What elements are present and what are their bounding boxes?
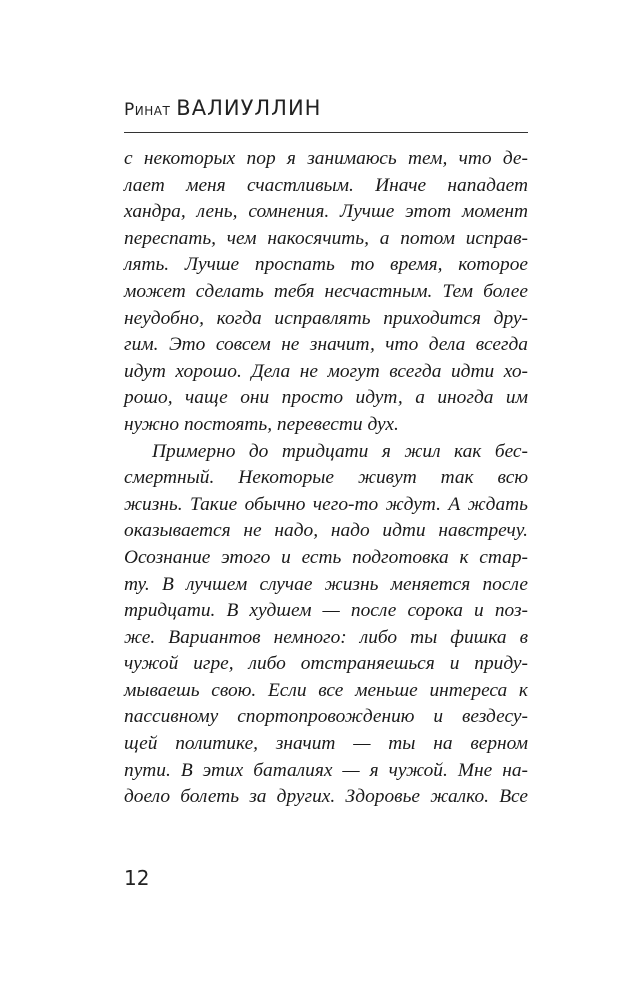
text-line: тридцати. В худшем — после сорока и поз- (124, 600, 528, 622)
text-line: может сделать тебя несчастным. Тем более (124, 280, 528, 302)
text-line: с некоторых пор я занимаюсь тем, что де- (124, 148, 528, 169)
body-text (124, 146, 528, 811)
text-line: гим. Это совсем не значит, что дела всегда (124, 334, 528, 356)
text-line: Осознание этого и есть подготовка к стар- (124, 546, 528, 568)
page-number: 12 (124, 866, 150, 890)
text-line: оказывается не надо, надо идти навстречу. (124, 520, 528, 542)
text-line: лять. Лучше проспать то время, которое (124, 254, 528, 276)
text-line: рошо, чаще они просто идут, а иногда им (124, 387, 528, 409)
running-header (124, 96, 528, 126)
text-line: идут хорошо. Дела не могут всегда идти хо- (124, 360, 528, 382)
text-line: доело болеть за других. Здоровье жалко. Все (124, 786, 528, 808)
text-line: же. Вариантов немного: либо ты фишка в (124, 626, 528, 648)
text-line: неудобно, когда исправлять приходится дру- (124, 307, 528, 329)
text-line: чужой игре, либо отстраняешься и приду- (124, 653, 528, 675)
paragraph-1 (124, 146, 528, 439)
text-line: хандра, лень, сомнения. Лучше этот момент (124, 201, 528, 223)
text-line: щей политике, значит — ты на верном (124, 733, 528, 755)
author-last-name: ВАЛИУЛЛИН (176, 96, 322, 120)
header-rule (124, 132, 528, 133)
text-line: нужно постоять, перевести дух. (124, 413, 399, 435)
text-line: Примерно до тридцати я жил как бес- (152, 440, 528, 462)
text-line: мываешь свою. Если все меньше интереса к (124, 679, 528, 701)
text-line: жизнь. Такие обычно чего-то ждут. А ждать (124, 493, 528, 515)
text-line: смертный. Некоторые живут так всю (124, 467, 528, 489)
paragraph-2 (124, 439, 528, 811)
text-line: ту. В лучшем случае жизнь меняется после (124, 573, 528, 595)
text-line: лает меня счастливым. Иначе нападает (124, 174, 528, 196)
text-line: пути. В этих баталиях — я чужой. Мне на- (124, 759, 528, 781)
text-line: переспать, чем накосячить, а потом исправ- (124, 227, 528, 249)
author-first-name: Ринат (124, 100, 171, 120)
text-line: пассивному спортопровождению и вездесу- (124, 706, 528, 728)
